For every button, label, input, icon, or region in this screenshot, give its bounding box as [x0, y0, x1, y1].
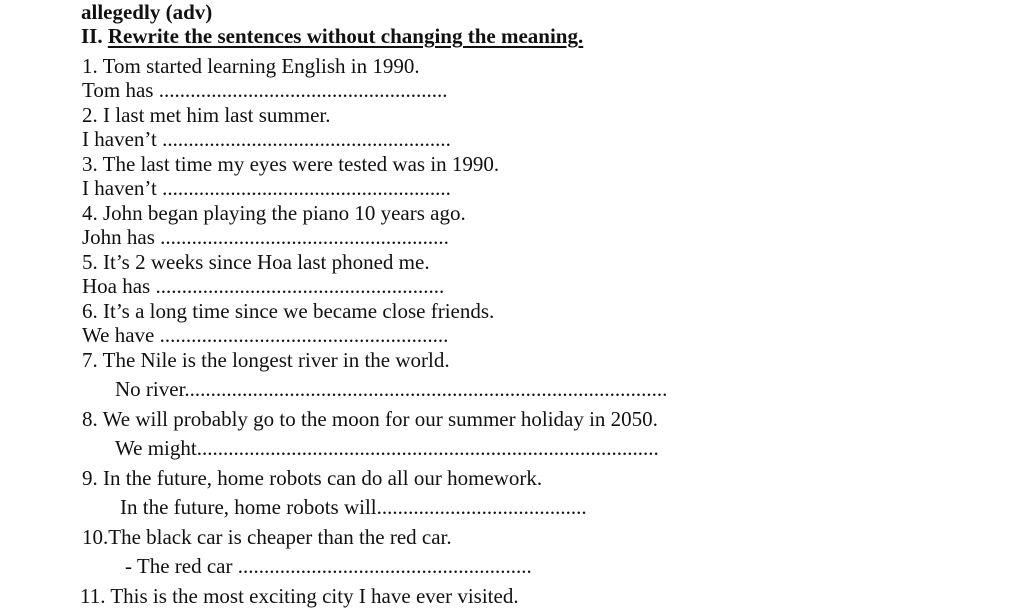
exercise-3-prompt: 3. The last time my eyes were tested was in 1990. [82, 152, 500, 176]
answer-start: I haven’t [82, 176, 157, 200]
answer-blank: ........................................................ [237, 554, 532, 578]
answer-blank: ....................................................... [158, 78, 448, 102]
exercise-2-answer [82, 127, 451, 151]
answer-start: We might [115, 436, 197, 460]
answer-blank: ....................................................... [160, 225, 449, 249]
exercise-3-answer [82, 176, 451, 200]
answer-start: Tom has [82, 78, 154, 102]
exercise-1-answer [82, 78, 447, 102]
cut-off-line-clip [80, 584, 780, 608]
answer-blank: ....................................................... [159, 323, 449, 347]
exercise-4-prompt: 4. John began playing the piano 10 years ago. [82, 201, 466, 225]
exercise-8-prompt: 8. We will probably go to the moon for our summer holiday in 2050. [82, 407, 658, 431]
answer-start: No river [115, 377, 185, 401]
exercise-6-prompt: 6. It’s a long time since we became close friends. [82, 299, 495, 323]
answer-start: - The red car [125, 554, 233, 578]
answer-start: Hoa has [82, 274, 151, 298]
answer-start: I haven’t [82, 127, 157, 151]
exercise-5-answer [82, 274, 444, 298]
answer-blank: ........................................ [376, 495, 587, 519]
cut-off-line: 11. This is the most exciting city I have ever visited. [80, 584, 519, 608]
exercise-7-answer [115, 377, 667, 401]
exercise-2-prompt: 2. I last met him last summer. [82, 103, 331, 127]
exercise-4-answer [82, 225, 449, 249]
vocab-tail: allegedly (adv) [81, 0, 213, 24]
answer-blank: ....................................................... [162, 176, 451, 200]
section-title: Rewrite the sentences without changing the meaning. [107, 24, 584, 48]
answer-blank: ............................................................................................ [184, 377, 668, 401]
section-number: II. [81, 24, 103, 48]
exercise-10-answer [125, 554, 532, 578]
answer-blank: ....................................................... [162, 127, 451, 151]
section-heading [81, 24, 583, 48]
answer-start: We have [82, 323, 155, 347]
answer-blank: ....................................................... [155, 274, 445, 298]
exercise-8-answer [115, 436, 659, 460]
exercise-1-prompt: 1. Tom started learning English in 1990. [82, 54, 420, 78]
exercise-9-answer [120, 495, 587, 519]
answer-blank: ........................................................................................ [196, 436, 659, 460]
exercise-10-prompt: 10.The black car is cheaper than the red car. [82, 525, 452, 549]
answer-start: In the future, home robots will [120, 495, 377, 519]
exercise-7-prompt: 7. The Nile is the longest river in the world. [82, 348, 450, 372]
exercise-5-prompt: 5. It’s 2 weeks since Hoa last phoned me. [82, 250, 430, 274]
exercise-6-answer [82, 323, 448, 347]
exercise-9-prompt: 9. In the future, home robots can do all our homework. [82, 466, 543, 490]
answer-start: John has [82, 225, 155, 249]
